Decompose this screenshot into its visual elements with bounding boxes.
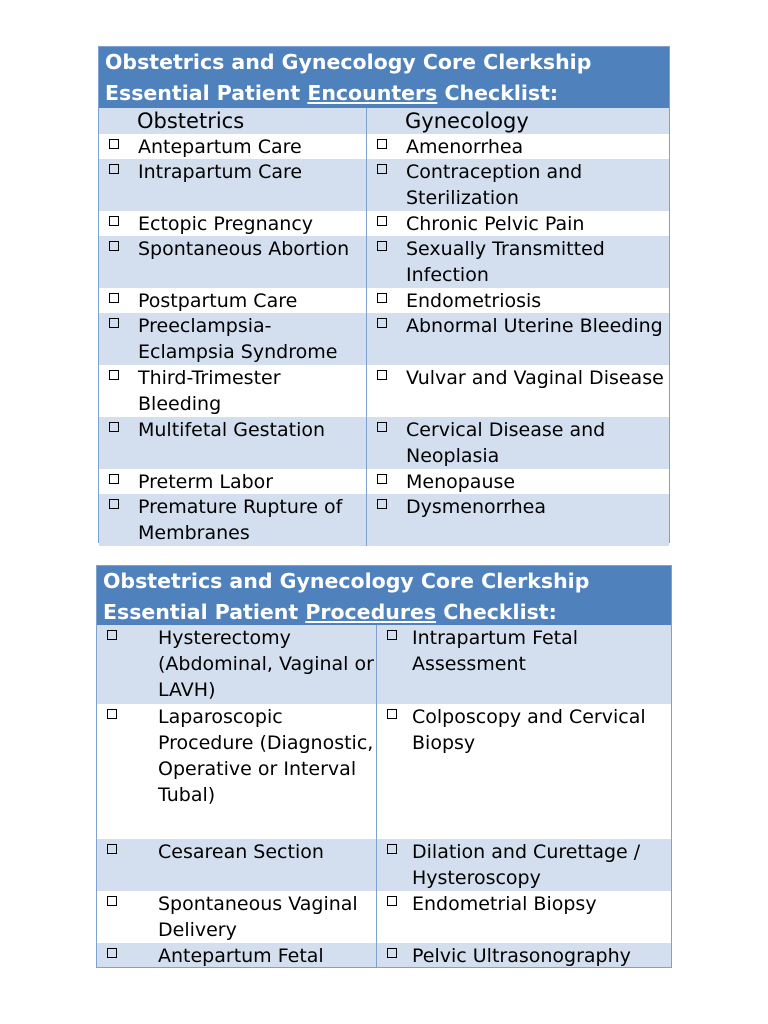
checkbox-icon[interactable] (377, 293, 387, 303)
encounter-item-sti[interactable]: Sexually Transmitted Infection (367, 236, 669, 288)
checkbox-icon[interactable] (109, 318, 119, 328)
checkbox-icon[interactable] (109, 499, 119, 509)
checkbox-icon[interactable] (107, 709, 117, 719)
checkbox-icon[interactable] (109, 474, 119, 484)
checkbox-icon[interactable] (109, 164, 119, 174)
procedure-item-dilation-curettage[interactable]: Dilation and Curettage / Hysteroscopy (377, 839, 671, 891)
checkbox-icon[interactable] (109, 139, 119, 149)
checkbox-icon[interactable] (377, 139, 387, 149)
checkbox-icon[interactable] (107, 630, 117, 640)
encounter-item-endometriosis[interactable]: Endometriosis (367, 288, 669, 313)
encounter-item-abnormal-uterine-bleeding[interactable]: Abnormal Uterine Bleeding (367, 313, 669, 365)
column-header-obstetrics: Obstetrics (99, 108, 367, 134)
procedures-title-line2 (103, 597, 665, 628)
checkbox-icon[interactable] (387, 844, 397, 854)
checkbox-icon[interactable] (377, 370, 387, 380)
checkbox-icon[interactable] (387, 948, 397, 958)
encounter-item-cervical-disease[interactable]: Cervical Disease and Neoplasia (367, 417, 669, 469)
checkbox-icon[interactable] (387, 896, 397, 906)
checkbox-icon[interactable] (377, 422, 387, 432)
checkbox-icon[interactable] (109, 241, 119, 251)
checkbox-icon[interactable] (109, 370, 119, 380)
encounter-item-antepartum-care[interactable]: Antepartum Care (99, 134, 367, 159)
procedures-title-line1: Obstetrics and Gynecology Core Clerkship (103, 569, 590, 593)
checkbox-icon[interactable] (109, 216, 119, 226)
procedures-checklist-table (96, 565, 672, 968)
encounter-item-preeclampsia[interactable]: Preeclampsia-Eclampsia Syndrome (99, 313, 367, 365)
checkbox-icon[interactable] (107, 948, 117, 958)
checkbox-icon[interactable] (377, 164, 387, 174)
checkbox-icon[interactable] (109, 422, 119, 432)
encounter-item-amenorrhea[interactable]: Amenorrhea (367, 134, 669, 159)
checkbox-icon[interactable] (377, 216, 387, 226)
procedures-title-prefix: Essential Patient (103, 600, 306, 624)
procedures-table-title (97, 566, 671, 625)
procedure-item-endometrial-biopsy[interactable]: Endometrial Biopsy (377, 891, 671, 943)
encounters-title-highlight: Encounters (307, 81, 438, 105)
procedures-title-highlight: Procedures (305, 600, 437, 624)
encounter-item-third-trimester-bleeding[interactable]: Third-Trimester Bleeding (99, 365, 367, 417)
procedure-item-laparoscopic[interactable]: Laparoscopic Procedure (Diagnostic, Operative or Interval Tubal) (97, 704, 377, 839)
checkbox-icon[interactable] (377, 241, 387, 251)
checkbox-icon[interactable] (107, 896, 117, 906)
procedure-item-pelvic-ultrasonography[interactable]: Pelvic Ultrasonography (377, 943, 671, 967)
encounters-checklist-table (98, 46, 670, 543)
encounter-item-premature-rupture[interactable]: Premature Rupture of Membranes (99, 494, 367, 546)
checkbox-icon[interactable] (387, 630, 397, 640)
encounters-title-prefix: Essential Patient (105, 81, 308, 105)
encounter-item-ectopic-pregnancy[interactable]: Ectopic Pregnancy (99, 211, 367, 236)
checkbox-icon[interactable] (109, 293, 119, 303)
procedure-item-hysterectomy[interactable]: Hysterectomy (Abdominal, Vaginal or LAVH) (97, 625, 377, 704)
procedures-title-suffix: Checklist: (436, 600, 557, 624)
encounter-item-postpartum-care[interactable]: Postpartum Care (99, 288, 367, 313)
procedure-item-antepartum-fetal[interactable]: Antepartum Fetal (97, 943, 377, 967)
checkbox-icon[interactable] (107, 844, 117, 854)
procedure-item-colposcopy[interactable]: Colposcopy and Cervical Biopsy (377, 704, 671, 839)
encounter-item-spontaneous-abortion[interactable]: Spontaneous Abortion (99, 236, 367, 288)
encounter-item-dysmenorrhea[interactable]: Dysmenorrhea (367, 494, 669, 546)
encounters-title-line1: Obstetrics and Gynecology Core Clerkship (105, 50, 592, 74)
procedure-item-cesarean-section[interactable]: Cesarean Section (97, 839, 377, 891)
column-header-gynecology: Gynecology (367, 108, 669, 134)
encounter-item-intrapartum-care[interactable]: Intrapartum Care (99, 159, 367, 211)
procedure-item-intrapartum-fetal-assessment[interactable]: Intrapartum Fetal Assessment (377, 625, 671, 704)
encounters-title-suffix: Checklist: (437, 81, 559, 105)
checkbox-icon[interactable] (377, 474, 387, 484)
encounter-item-multifetal-gestation[interactable]: Multifetal Gestation (99, 417, 367, 469)
encounter-item-vulvar-vaginal-disease[interactable]: Vulvar and Vaginal Disease (367, 365, 669, 417)
encounter-item-menopause[interactable]: Menopause (367, 469, 669, 494)
checkbox-icon[interactable] (377, 318, 387, 328)
encounters-table-title (99, 47, 669, 108)
procedure-item-spontaneous-vaginal-delivery[interactable]: Spontaneous Vaginal Delivery (97, 891, 377, 943)
encounter-item-chronic-pelvic-pain[interactable]: Chronic Pelvic Pain (367, 211, 669, 236)
checkbox-icon[interactable] (377, 499, 387, 509)
checkbox-icon[interactable] (387, 709, 397, 719)
encounter-item-contraception[interactable]: Contraception and Sterilization (367, 159, 669, 211)
encounter-item-preterm-labor[interactable]: Preterm Labor (99, 469, 367, 494)
encounters-title-line2 (105, 78, 663, 109)
